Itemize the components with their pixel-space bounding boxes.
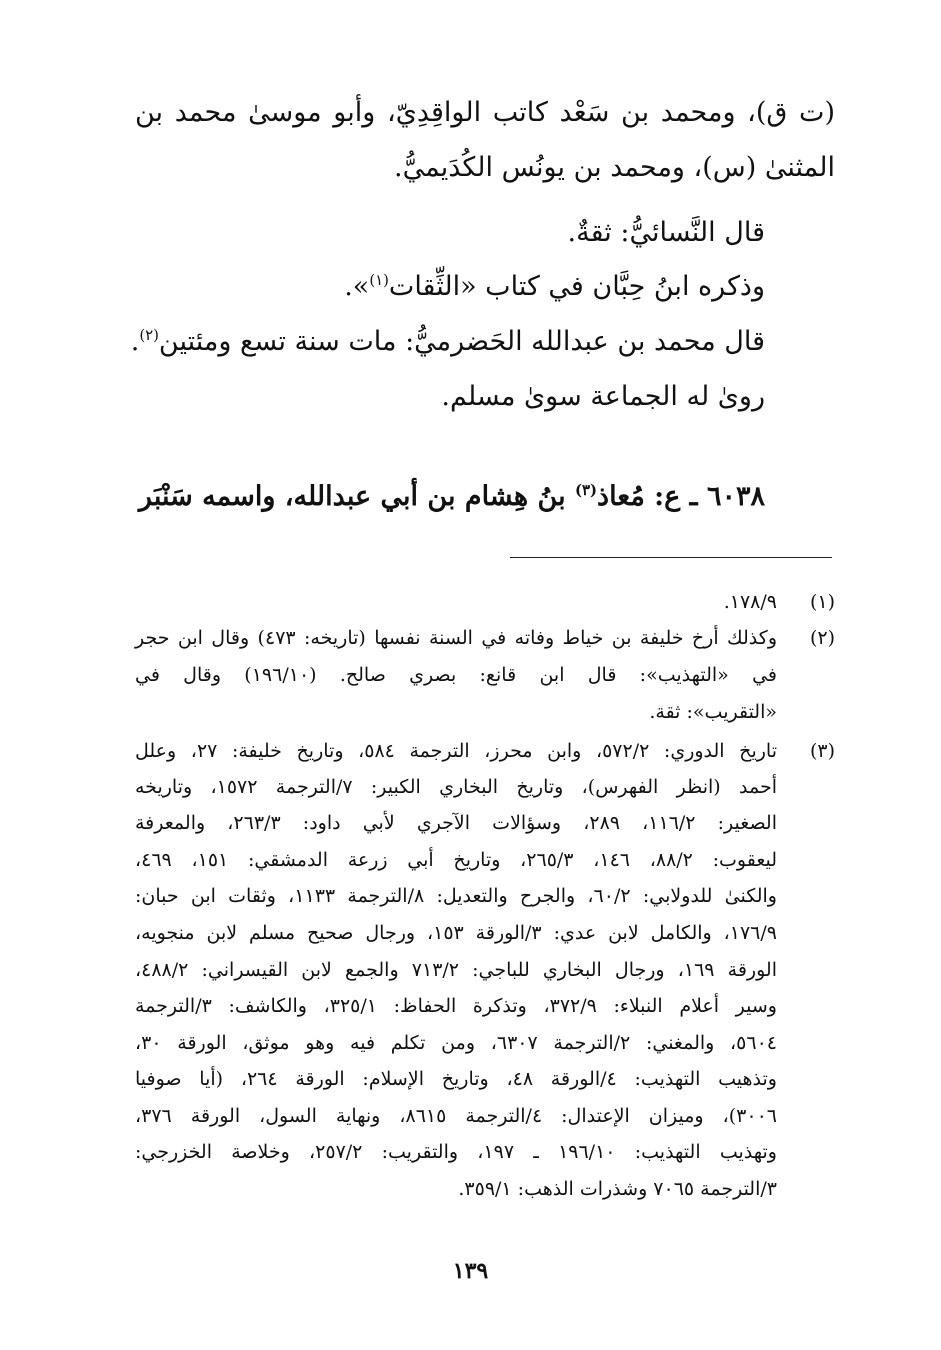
- entry-heading: [139, 477, 765, 517]
- main-line: [131, 322, 765, 362]
- page-number: ١٣٩: [452, 1258, 489, 1284]
- footnote-number: (١): [809, 591, 835, 613]
- main-line: رویٰ له الجماعة سویٰ مسلم.: [441, 381, 765, 412]
- footnote-number: (٢): [809, 627, 835, 649]
- footnote-line: وكذلك أرخ خليفة بن خياط وفاته في السنة نفسها (تاريخه: ٤٧٣) وقال ابن حجر: [135, 627, 778, 649]
- footnote-line: ١٧٦/٩، والكامل لابن عدي: ٣/الورقة ١٥٣، ورجال صحيح مسلم لابن منجويه،: [135, 922, 777, 944]
- footnote-divider: [510, 557, 832, 558]
- footnote-line: وسير أعلام النبلاء: ٣٧٢/٩، وتذكرة الحفاظ: ٣٢٥/١، والكاشف: ٣/الترجمة: [135, 995, 777, 1017]
- main-line: [344, 267, 765, 307]
- footnote-line: وتهذيب التهذيب: ١٩٦/١٠ ـ ١٩٧، والتقريب: ٢٥٧/٢، وخلاصة الخزرجي:: [135, 1141, 777, 1163]
- footnote-line: تاريخ الدوري: ٥٧٢/٢، وابن محرز، الترجمة ٥٨٤، وتاريخ خليفة: ٢٧، وعلل: [135, 740, 777, 762]
- footnote-line: ٥٦٠٤، والمغني: ٢/الترجمة ٦٣٠٧، ومن تكلم فيه وهو موثق، الورقة ٣٠،: [135, 1032, 777, 1054]
- main-line-text: ».: [344, 271, 370, 302]
- main-line-text: وذكره ابنُ حِبَّان في كتاب «الثِّقات: [388, 271, 765, 302]
- footnote-line: أحمد (انظر الفهرس)، وتاريخ البخاري الكبير: ٧/الترجمة ١٥٧٢، وتاريخه: [135, 776, 777, 798]
- footnote-line: الصغير: ١١٦/٢، ٢٨٩، وسؤالات الآجري لأبي داود: ٢٦٣/٣، والمعرفة: [135, 812, 777, 834]
- footnote-line: ٣٠٠٦)، وميزان الإعتدال: ٤/الترجمة ٨٦١٥، ونهاية السول، الورقة ٣٧٦،: [135, 1105, 777, 1127]
- footnote-number: (٣): [809, 740, 835, 762]
- main-line: المثنىٰ (س)، ومحمد بن يونُس الكُدَيميُّ.: [394, 152, 835, 183]
- main-line: (ت ق)، ومحمد بن سَعْد كاتب الواقِدِيّ، وأبو موسىٰ محمد بن: [135, 97, 835, 128]
- footnote-line: ٣/الترجمة ٧٠٦٥ وشذرات الذهب: ٣٥٩/١.: [458, 1178, 777, 1200]
- main-line-text: .: [130, 326, 140, 357]
- footnote-ref: (١): [369, 271, 389, 289]
- footnote-line: في «التهذيب»: قال ابن قانع: بصري صالح. (١٩٦/١٠) وقال في: [135, 664, 777, 686]
- footnote-line: ليعقوب: ٨٨/٢، ١٤٦، ٢٦٥/٣، وتاريخ أبي زرعة الدمشقي: ١٥١، ٤٦٩،: [135, 849, 778, 871]
- footnote-line: «التقريب»: ثقة.: [649, 701, 777, 723]
- main-line: قال النَّسائيُّ: ثقةٌ.: [567, 217, 765, 248]
- main-line-text: قال محمد بن عبدالله الحَضرميُّ: مات سنة تسع ومئتين: [158, 326, 765, 357]
- footnote-line: الورقة ١٦٩، ورجال البخاري للباجي: ٧١٣/٢ والجمع لابن القيسراني: ٤٨٨/٢،: [135, 959, 777, 981]
- entry-heading-text: ٦٠٣٨ ـ ع: مُعاذ: [597, 481, 765, 512]
- footnote-ref: (٢): [139, 326, 159, 344]
- footnote-line: وتذهيب التهذيب: ٤/الورقة ٤٨، وتاريخ الإسلام: الورقة ٢٦٤، (أيا صوفيا: [135, 1068, 777, 1090]
- footnote-ref: (٣): [575, 481, 598, 499]
- footnote-line: والكنىٰ للدولابي: ٦٠/٢، والجرح والتعديل: ٨/الترجمة ١١٣٣، وثقات ابن حبان:: [135, 885, 777, 907]
- entry-heading-text: بنُ هِشام بن أبي عبدالله، واسمه سَنْبَر: [138, 481, 575, 512]
- footnote-line: ١٧٨/٩.: [723, 591, 777, 613]
